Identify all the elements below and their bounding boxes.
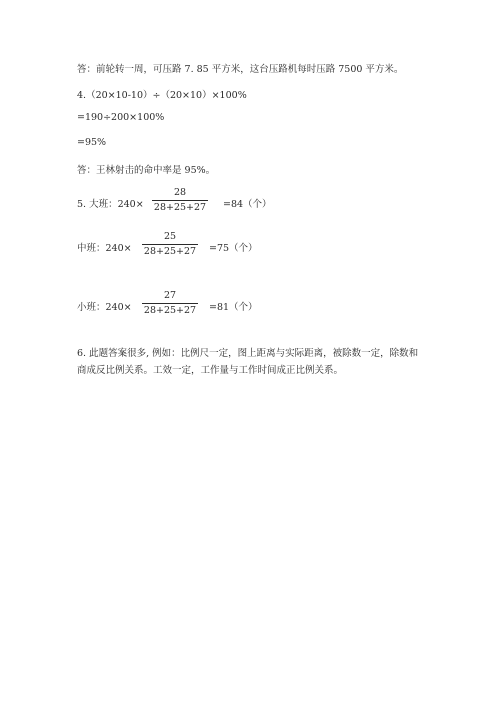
row-result: =81（个） bbox=[209, 302, 258, 313]
row-lead: 小班：240× bbox=[77, 302, 132, 313]
fraction-bar bbox=[142, 244, 198, 245]
fraction-denominator: 28+25+27 bbox=[143, 305, 197, 316]
fraction bbox=[142, 231, 198, 258]
fraction-bar bbox=[142, 303, 198, 304]
fraction-denominator: 28+25+27 bbox=[153, 202, 207, 213]
row-result: =84（个） bbox=[223, 199, 272, 210]
question-4-step-2: =95% bbox=[77, 137, 107, 148]
fraction bbox=[152, 187, 208, 214]
fraction-bar bbox=[152, 200, 208, 201]
row-lead: 5. 大班：240× bbox=[77, 199, 144, 210]
row-result: =75（个） bbox=[209, 243, 258, 254]
fraction-numerator: 28 bbox=[173, 187, 187, 198]
row-lead: 中班：240× bbox=[77, 243, 132, 254]
fraction bbox=[142, 290, 198, 317]
question-6-paragraph: 6. 此题答案很多, 例如：比例尺一定，图上距离与实际距离，被除数一定，除数和商成反比例关系。工效一定，工作量与工作时间成正比例关系。 bbox=[77, 348, 419, 376]
answer-4-line: 答：王林射击的命中率是 95%。 bbox=[77, 165, 216, 176]
question-4-line: 4.（20×10-10）÷（20×10）×100% bbox=[77, 90, 247, 101]
fraction-numerator: 25 bbox=[163, 231, 177, 242]
question-4-step-1: =190÷200×100% bbox=[77, 112, 165, 123]
fraction-numerator: 27 bbox=[163, 290, 177, 301]
answer-3-line: 答：前轮转一周，可压路 7. 85 平方米，这台压路机每时压路 7500 平方米。 bbox=[77, 64, 404, 75]
fraction-denominator: 28+25+27 bbox=[143, 246, 197, 257]
